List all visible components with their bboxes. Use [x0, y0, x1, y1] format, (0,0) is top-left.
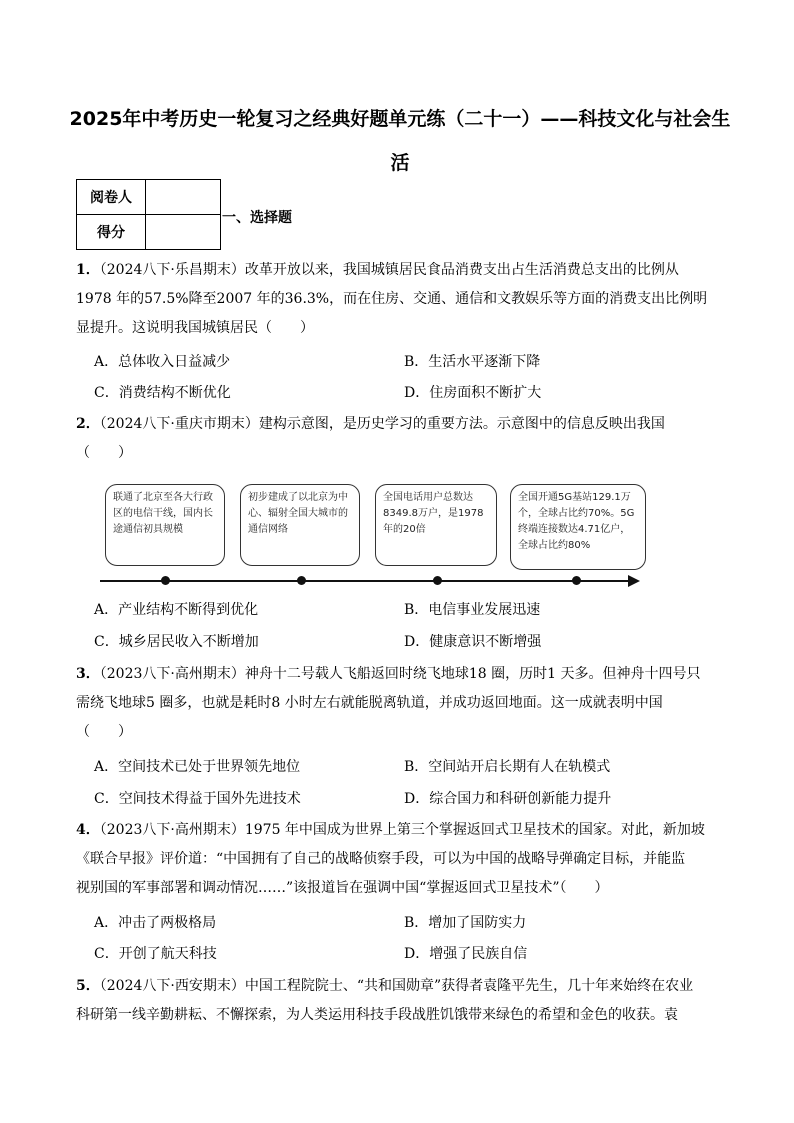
question-5	[76, 972, 722, 1030]
question-line	[76, 256, 722, 285]
question-text: 中国工程院院士、“共和国勋章”获得者袁隆平先生，几十年来始终在农业	[244, 978, 694, 994]
option-d[interactable]: D．住房面积不断扩大	[404, 385, 542, 401]
option-a[interactable]: A．产业结构不断得到优化	[94, 602, 259, 618]
question-4	[76, 816, 722, 903]
timeline-bubble-4: 全国开通5G基站129.1万个，全球占比约70%。5G终端连接数达4.71亿户，全球占比约80%	[510, 484, 646, 570]
question-line: （ ）	[76, 445, 132, 461]
question-line: 视别国的军事部署和调动情况……”该报道旨在强调中国“掌握返回式卫星技术”（ ）	[76, 880, 609, 896]
question-line	[76, 660, 722, 689]
timeline-bubble-1: 联通了北京至各大行政区的电信干线，国内长途通信初具规模	[105, 484, 225, 566]
question-line	[76, 816, 722, 845]
question-text: 改革开放以来，我国城镇居民食品消费支出占生活消费总支出的比例从	[244, 262, 679, 278]
question-source: （2023八下·高州期末）	[99, 666, 245, 682]
page-title-line2: 活	[390, 152, 410, 174]
score-label: 得分	[77, 215, 146, 250]
timeline-bubble-2: 初步建成了以北京为中心、辐射全国大城市的通信网络	[240, 484, 360, 566]
question-line	[76, 972, 722, 1001]
reviewer-label: 阅卷人	[77, 180, 146, 215]
question-source: （2024八下·乐昌期末）	[99, 262, 245, 278]
question-number: 5．	[76, 978, 100, 994]
timeline-dot	[433, 576, 442, 585]
option-c[interactable]: C．开创了航天科技	[94, 946, 217, 962]
question-source: （2023八下·高州期末）	[99, 822, 245, 838]
question-2	[76, 410, 722, 468]
timeline-arrow	[628, 575, 640, 587]
question-text: 1975 年中国成为世界上第三个掌握返回式卫星技术的国家。对此，新加坡	[244, 822, 705, 838]
timeline-dot	[297, 576, 306, 585]
question-line: 显提升。这说明我国城镇居民（ ）	[76, 320, 314, 336]
question-line: 1978 年的57.5%降至2007 年的36.3%，而在住房、交通、通信和文教娱乐等方面的消费支出比例明	[76, 291, 708, 307]
question-number: 4．	[76, 822, 100, 838]
option-c[interactable]: C．消费结构不断优化	[94, 385, 231, 401]
option-d[interactable]: D．增强了民族自信	[404, 946, 528, 962]
question-line: 《联合早报》评价道：“中国拥有了自己的战略侦察手段，可以为中国的战略导弹确定目标，并能监	[76, 851, 686, 867]
reviewer-cell	[146, 180, 221, 215]
option-b[interactable]: B．电信事业发展迅速	[404, 602, 541, 618]
question-1	[76, 256, 722, 343]
timeline-dot	[161, 576, 170, 585]
option-a[interactable]: A．总体收入日益减少	[94, 354, 231, 370]
question-line	[76, 410, 722, 439]
timeline-dot	[572, 576, 581, 585]
score-table	[76, 179, 221, 250]
option-b[interactable]: B．生活水平逐渐下降	[404, 354, 541, 370]
timeline-diagram	[100, 484, 660, 584]
option-a[interactable]: A．冲击了两极格局	[94, 915, 217, 931]
option-c[interactable]: C．城乡居民收入不断增加	[94, 634, 259, 650]
question-number: 3．	[76, 666, 100, 682]
option-b[interactable]: B．空间站开启长期有人在轨模式	[404, 759, 611, 775]
section-heading: 一、选择题	[222, 210, 292, 226]
option-d[interactable]: D．健康意识不断增强	[404, 634, 542, 650]
question-number: 2．	[76, 416, 100, 432]
timeline-bubble-3: 全国电话用户总数达8349.8万户，是1978年的20倍	[375, 484, 497, 566]
question-line: 需绕飞地球5 圈多，也就是耗时8 小时左右就能脱离轨道，并成功返回地面。这一成就表明中国	[76, 695, 663, 711]
question-3	[76, 660, 722, 747]
option-b[interactable]: B．增加了国防实力	[404, 915, 527, 931]
option-c[interactable]: C．空间技术得益于国外先进技术	[94, 791, 301, 807]
question-text: 建构示意图，是历史学习的重要方法。示意图中的信息反映出我国	[258, 416, 665, 432]
option-d[interactable]: D．综合国力和科研创新能力提升	[404, 791, 612, 807]
question-source: （2024八下·重庆市期末）	[99, 416, 259, 432]
question-source: （2024八下·西安期末）	[99, 978, 245, 994]
score-cell	[146, 215, 221, 250]
question-line: 科研第一线辛勤耕耘、不懈探索，为人类运用科技手段战胜饥饿带来绿色的希望和金色的收获。袁	[76, 1007, 678, 1023]
timeline-axis	[100, 580, 630, 582]
option-a[interactable]: A．空间技术已处于世界领先地位	[94, 759, 301, 775]
question-number: 1．	[76, 262, 100, 278]
page-title-line1: 2025年中考历史一轮复习之经典好题单元练（二十一）——科技文化与社会生	[69, 108, 731, 130]
question-text: 神舟十二号载人飞船返回时绕飞地球18 圈，历时1 天多。但神舟十四号只	[244, 666, 701, 682]
question-line: （ ）	[76, 724, 132, 740]
